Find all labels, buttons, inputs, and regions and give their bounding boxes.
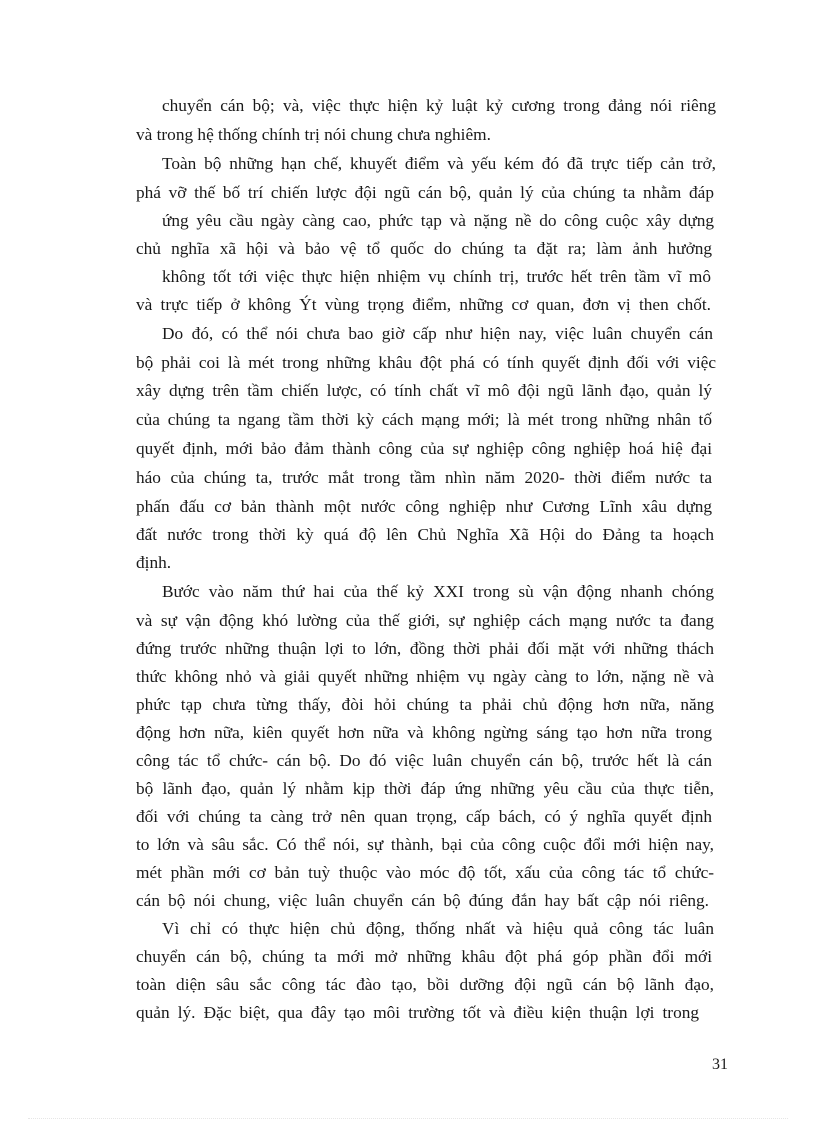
text-line: bộ lãnh đạo, quản lý nhằm kịp thời đáp ứng những yêu cầu của thực tiễn, — [136, 779, 714, 798]
text-line: bộ phải coi là mét trong những khâu đột phá có tính quyết định đối với việc — [136, 353, 716, 372]
text-line: quyết định, mới bảo đảm thành công của sự nghiệp công nghiệp hoá hiệ đại — [136, 439, 712, 458]
text-line: chủ nghĩa xã hội và bảo vệ tổ quốc do chúng ta đặt ra; làm ảnh hưởng — [136, 239, 712, 258]
text-line: phá vỡ thế bố trí chiến lược đội ngũ cán bộ, quản lý của chúng ta nhằm đáp — [136, 183, 714, 202]
text-line: công tác tổ chức- cán bộ. Do đó việc luân chuyển cán bộ, trước hết là cán — [136, 751, 712, 770]
text-line: cán bộ nói chung, việc luân chuyển cán bộ đúng đắn hay bất cập nói riêng. — [136, 891, 709, 910]
text-line: động hơn nữa, kiên quyết hơn nữa và không ngừng sáng tạo hơn nữa trong — [136, 723, 712, 742]
text-line: và sự vận động khó lường của thế giới, sự nghiệp cách mạng nước ta đang — [136, 611, 714, 630]
text-line: Vì chỉ có thực hiện chủ động, thống nhất và hiệu quả công tác luân — [162, 919, 714, 938]
text-line: ứng yêu cầu ngày càng cao, phức tạp và nặng nề do công cuộc xây dựng — [162, 211, 714, 230]
text-line: toàn diện sâu sắc công tác đào tạo, bồi dưỡng đội ngũ cán bộ lãnh đạo, — [136, 975, 714, 994]
text-line: đất nước trong thời kỳ quá độ lên Chủ Nghĩa Xã Hội do Đảng ta hoạch — [136, 525, 714, 544]
text-line: không tốt tới việc thực hiện nhiệm vụ chính trị, trước hết trên tầm vĩ mô — [162, 267, 711, 286]
text-line: quản lý. Đặc biệt, qua đây tạo môi trường tốt và điều kiện thuận lợi trong — [136, 1003, 699, 1022]
text-line: định. — [136, 553, 172, 572]
text-line: Do đó, có thể nói chưa bao giờ cấp như hiện nay, việc luân chuyển cán — [162, 324, 713, 343]
text-line: phấn đấu cơ bản thành một nước công nghiệp như Cương Lĩnh xâu dựng — [136, 497, 712, 516]
text-line: phức tạp chưa từng thấy, đòi hỏi chúng ta phải chủ động hơn nữa, năng — [136, 695, 714, 714]
text-line: háo của chúng ta, trước mắt trong tầm nhìn năm 2020- thời điểm nước ta — [136, 468, 712, 487]
text-line: chuyển cán bộ; và, việc thực hiện kỷ luật kỷ cương trong đảng nói riêng — [162, 96, 716, 115]
text-line: Toàn bộ những hạn chế, khuyết điểm và yếu kém đó đã trực tiếp cản trở, — [162, 154, 716, 173]
text-line: chuyển cán bộ, chúng ta mới mở những khâu đột phá góp phần đổi mới — [136, 947, 712, 966]
text-line: mét phần mới cơ bản tuỳ thuộc vào móc độ tốt, xấu của công tác tổ chức- — [136, 863, 714, 882]
text-line: và trong hệ thống chính trị nói chung chưa nghiêm. — [136, 125, 491, 144]
text-line: và trực tiếp ở không Ýt vùng trọng điểm, những cơ quan, đơn vị then chốt. — [136, 295, 711, 314]
text-line: đối với chúng ta càng trở nên quan trọng, cấp bách, có ý nghĩa quyết định — [136, 807, 712, 826]
text-line: xây dựng trên tầm chiến lược, có tính chất vĩ mô đội ngũ lãnh đạo, quản lý — [136, 381, 712, 400]
text-line: đứng trước những thuận lợi to lớn, đồng thời phải đối mặt với những thách — [136, 639, 714, 658]
text-line: to lớn và sâu sắc. Có thể nói, sự thành, bại của công cuộc đổi mới hiện nay, — [136, 835, 714, 854]
page-bottom-divider — [28, 1118, 788, 1119]
page-number: 31 — [712, 1056, 728, 1073]
text-line: Bước vào năm thứ hai của thế kỷ XXI trong sù vận động nhanh chóng — [162, 582, 714, 601]
text-line: thức không nhỏ và giải quyết những nhiệm vụ ngày càng to lớn, nặng nề và — [136, 667, 714, 686]
text-line: của chúng ta ngang tầm thời kỳ cách mạng mới; là mét trong những nhân tố — [136, 410, 712, 429]
